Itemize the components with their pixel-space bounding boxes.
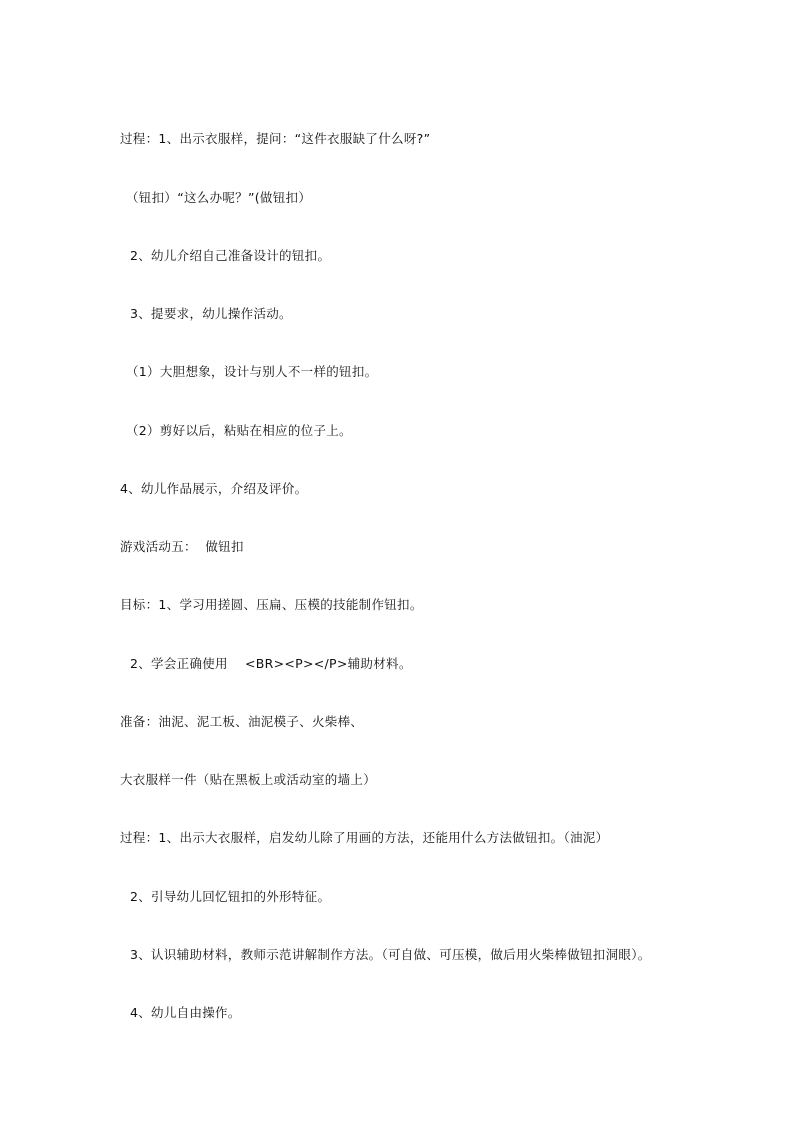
text-line-step-2: 2、幼儿介绍自己准备设计的钮扣。 [130,248,331,263]
text-line-process-2-step-4: 4、幼儿自由操作。 [130,1005,241,1020]
text-line-substep-2: （2）剪好以后，粘贴在相应的位子上。 [126,423,352,438]
section-heading-game-5: 游戏活动五： 做钮扣 [120,539,244,554]
text-line-step-4: 4、幼儿作品展示，介绍及评价。 [120,481,308,496]
text-line-goal-1: 目标：1、学习用搓圆、压扁、压模的技能制作钮扣。 [120,597,423,612]
text-line-goal-2: 2、学会正确使用 <BR><P></P>辅助材料。 [130,656,412,671]
text-line-process-1: 过程：1、出示衣服样，提问：“这件衣服缺了什么呀?” [120,131,431,146]
text-line-preparation-cont: 大衣服样一件（贴在黑板上或活动室的墙上） [120,772,377,787]
text-line-process-2: 过程：1、出示大衣服样，启发幼儿除了用画的方法，还能用什么方法做钮扣。（油泥） [120,830,609,845]
text-line-button-question: （钮扣）“这么办呢？”(做钮扣） [126,190,312,205]
text-line-substep-1: （1）大胆想象，设计与别人不一样的钮扣。 [126,364,378,379]
text-line-step-3: 3、提要求，幼儿操作活动。 [130,306,292,321]
text-line-process-2-step-2: 2、引导幼儿回忆钮扣的外形特征。 [130,889,331,904]
text-line-process-2-step-3: 3、认识辅助材料，教师示范讲解制作方法。（可自做、可压模，做后用火柴棒做钮扣洞眼）。 [130,947,651,962]
text-line-preparation: 准备：油泥、泥工板、油泥模子、火柴棒、 [120,714,364,729]
